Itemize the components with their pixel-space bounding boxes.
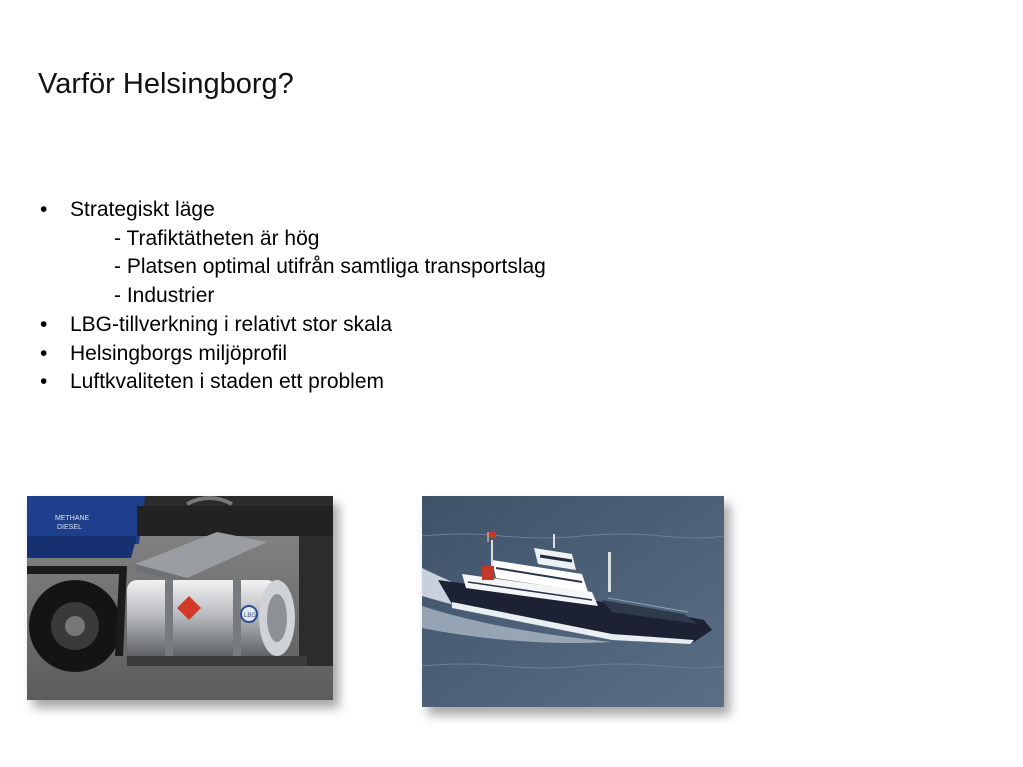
sub-bullet-text: - Platsen optimal utifrån samtliga transportslag xyxy=(114,255,546,279)
bullet-item xyxy=(38,196,546,225)
sub-bullet-item xyxy=(38,282,546,311)
ferry-illustration xyxy=(422,496,724,707)
bullet-marker: • xyxy=(40,312,48,336)
bullet-text: Luftkvaliteten i staden ett problem xyxy=(70,370,385,394)
bullet-text: Helsingborgs miljöprofil xyxy=(70,341,288,365)
bullet-marker: • xyxy=(40,370,48,394)
cab-text-methane: METHANE xyxy=(55,515,90,522)
truck-illustration xyxy=(27,496,333,700)
sub-bullet-text: - Industrier xyxy=(114,284,215,308)
bullet-text: LBG-tillverkning i relativt stor skala xyxy=(70,312,393,336)
bullet-item xyxy=(38,368,546,397)
bullet-marker: • xyxy=(40,198,48,221)
bullet-text: Strategiskt läge xyxy=(70,198,215,221)
bullet-item xyxy=(38,340,546,369)
bullet-item xyxy=(38,311,546,340)
ferry-at-sea-photo xyxy=(422,496,724,707)
sub-bullet-item xyxy=(38,225,546,254)
cab-text-diesel: DIESEL xyxy=(57,524,82,531)
bullet-marker: • xyxy=(40,341,48,365)
tank-badge-lbg: LBG xyxy=(244,613,257,619)
slide-title: Varför Helsingborg? xyxy=(38,68,294,100)
bullet-list xyxy=(38,196,546,397)
truck-gas-tank-photo xyxy=(27,496,333,700)
sub-bullet-text: - Trafiktätheten är hög xyxy=(114,226,320,250)
sub-bullet-item xyxy=(38,253,546,282)
